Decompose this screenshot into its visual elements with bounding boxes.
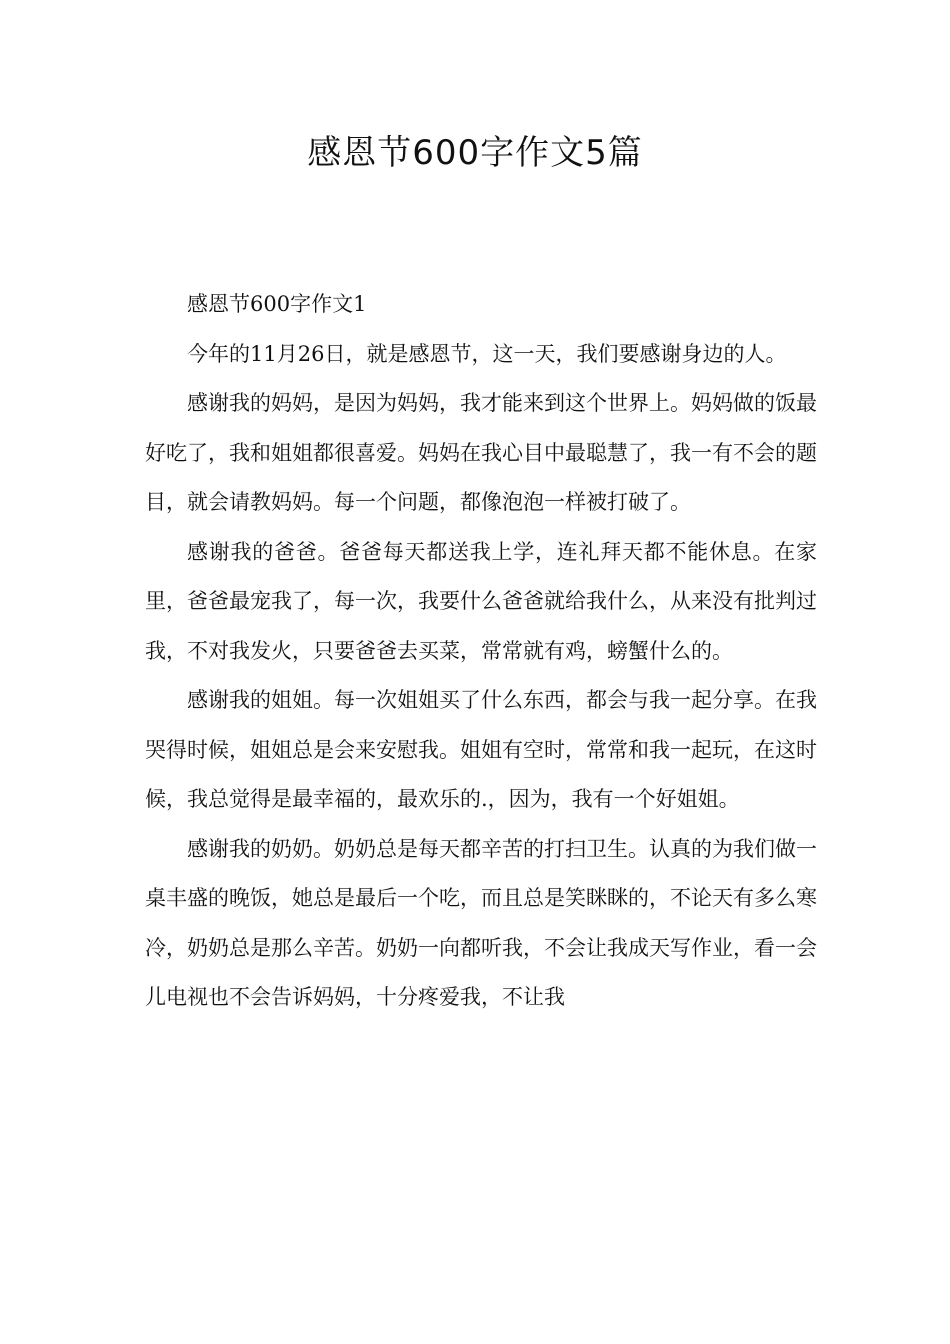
document-title: 感恩节600字作文5篇 xyxy=(307,133,643,173)
document-body xyxy=(145,280,817,1023)
section-heading: 感恩节600字作文1 xyxy=(187,292,367,316)
paragraph-1: 今年的11月26日，就是感恩节，这一天，我们要感谢身边的人。 xyxy=(187,341,787,366)
paragraph-4: 感谢我的姐姐。每一次姐姐买了什么东西，都会与我一起分享。在我哭得时候，姐姐总是会来安慰我。姐姐有空时，常常和我一起玩，在这时候，我总觉得是最幸福的，最欢乐的.，因为，我有一个好姐姐。 xyxy=(145,688,817,811)
paragraph-3: 感谢我的爸爸。爸爸每天都送我上学，连礼拜天都不能休息。在家里，爸爸最宠我了，每一次，我要什么爸爸就给我什么，从来没有批判过我，不对我发火，只要爸爸去买菜，常常就有鸡，螃蟹什么的。 xyxy=(145,539,817,663)
paragraph-2: 感谢我的妈妈，是因为妈妈，我才能来到这个世界上。妈妈做的饭最好吃了，我和姐姐都很喜爱。妈妈在我心目中最聪慧了，我一有不会的题目，就会请教妈妈。每一个问题，都像泡泡一样被打破了。 xyxy=(145,391,817,514)
paragraph-5: 感谢我的奶奶。奶奶总是每天都辛苦的打扫卫生。认真的为我们做一桌丰盛的晚饭，她总是最后一个吃，而且总是笑眯眯的，不论天有多么寒冷，奶奶总是那么辛苦。奶奶一向都听我，不会让我成天写作业，看一会儿电视也不会告诉妈妈，十分疼爱我，不让我 xyxy=(145,836,817,1009)
